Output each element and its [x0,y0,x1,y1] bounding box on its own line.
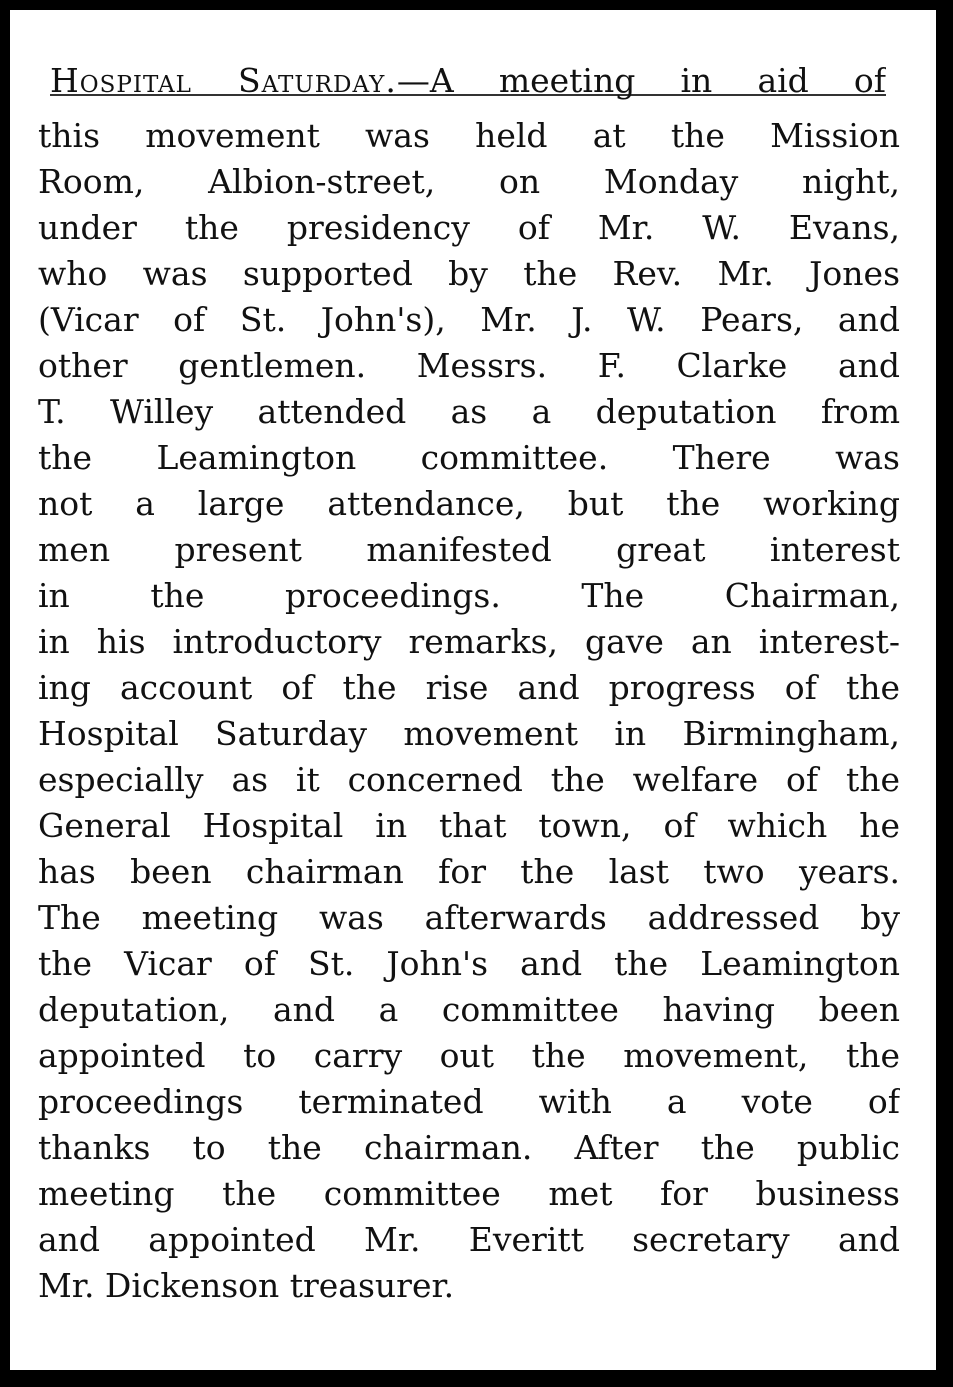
article-line: (Vicar of St. John's), Mr. J. W. Pears, and [38,300,900,339]
article-headline: Hospital Saturday. [50,61,397,100]
article-line: thanks to the chairman. After the public [38,1128,900,1167]
article-line: has been chairman for the last two years. [38,852,900,891]
article-line: men present manifested great interest [38,530,900,569]
article-line: not a large attendance, but the working [38,484,900,523]
article-line: proceedings terminated with a vote of [38,1082,900,1121]
article-line: meeting the committee met for business [38,1174,900,1213]
newspaper-clipping [10,10,936,1370]
article-line: T. Willey attended as a deputation from [38,392,900,431]
article-line-text: —A meeting in aid of [396,61,886,100]
article-line: The meeting was afterwards addressed by [38,898,900,937]
article-line: the Leamington committee. There was [38,438,900,477]
article-line: General Hospital in that town, of which he [38,806,900,845]
article-line: appointed to carry out the movement, the [38,1036,900,1075]
article-line: under the presidency of Mr. W. Evans, [38,208,900,247]
article-line: who was supported by the Rev. Mr. Jones [38,254,900,293]
article-line: and appointed Mr. Everitt secretary and [38,1220,900,1259]
article-line: in his introductory remarks, gave an interest- [38,622,900,661]
article-line: this movement was held at the Mission [38,116,900,155]
article-line: ing account of the rise and progress of the [38,668,900,707]
article-line: especially as it concerned the welfare of the [38,760,900,799]
article-line: in the proceedings. The Chairman, [38,576,900,615]
article-line: the Vicar of St. John's and the Leamington [38,944,900,983]
article-line: Mr. Dickenson treasurer. [38,1266,455,1305]
article-line: Hospital Saturday movement in Birmingham, [38,714,900,753]
article-line: Room, Albion-street, on Monday night, [38,162,900,201]
page-frame [10,10,936,1370]
article-line: other gentlemen. Messrs. F. Clarke and [38,346,900,385]
article-line [50,58,886,104]
article-line: deputation, and a committee having been [38,990,900,1029]
